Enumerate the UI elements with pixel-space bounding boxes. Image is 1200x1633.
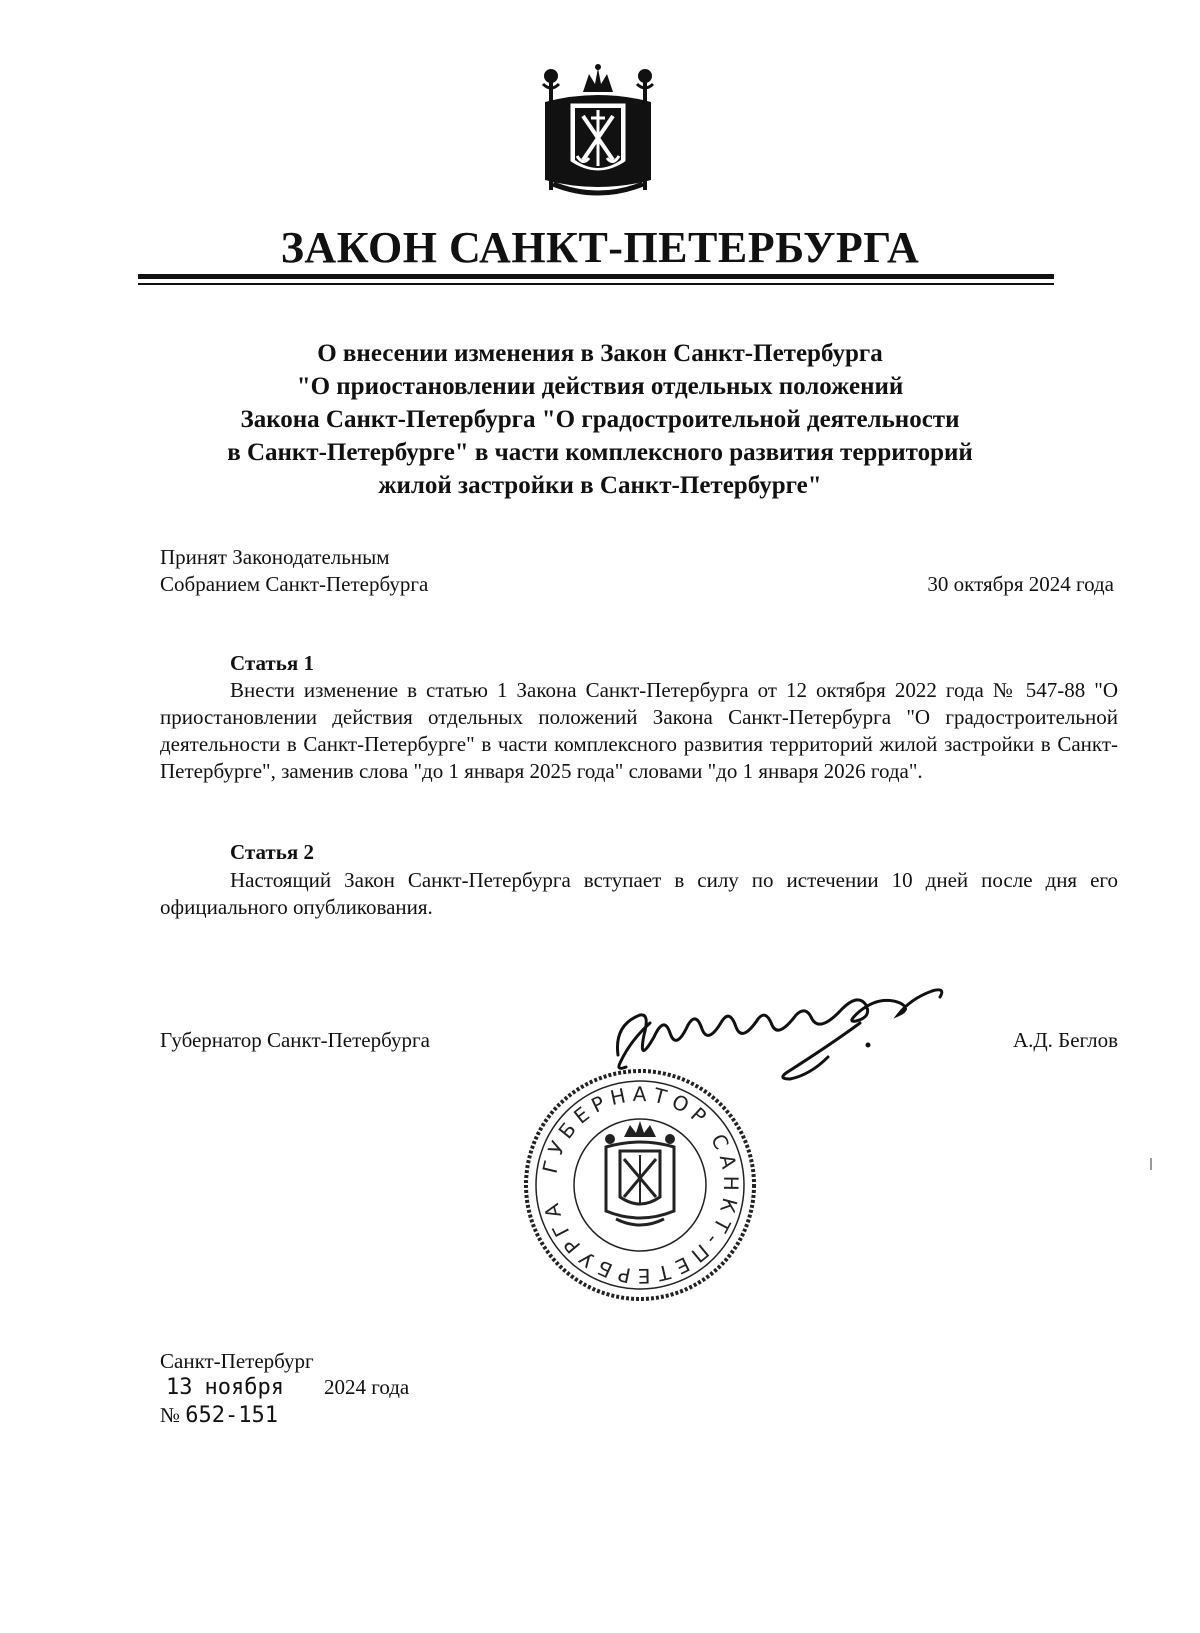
coat-of-arms-emblem <box>533 62 663 200</box>
adoption-date: 30 октября 2024 года <box>927 572 1114 596</box>
signing-date <box>160 1374 409 1401</box>
article-2-heading: Статья 2 <box>230 840 314 864</box>
subject-line: Закона Санкт-Петербурга "О градостроительной деятельности <box>240 406 960 433</box>
subject-line: "О приостановлении действия отдельных положений <box>296 373 904 400</box>
subject-line: в Санкт-Петербурге" в части комплексного развития территорий <box>227 439 973 466</box>
article-2-text: Настоящий Закон Санкт-Петербурга вступает в силу по истечении 10 дней после дня его официального опубликования. <box>160 868 1118 919</box>
svg-text:ГУБЕРНАТОР САНКТ-ПЕТЕРБУРГА: ГУБЕРНАТОР САНКТ-ПЕТЕРБУРГА <box>537 1081 744 1289</box>
document-title: ЗАКОН САНКТ-ПЕТЕРБУРГА <box>280 223 920 272</box>
law-number-prefix: № <box>160 1403 186 1427</box>
subject-line: жилой застройки в Санкт-Петербурге" <box>378 472 822 499</box>
law-subject-heading <box>0 337 1200 502</box>
law-number <box>160 1402 278 1429</box>
scan-mark <box>1150 1158 1152 1170</box>
signing-city: Санкт-Петербург <box>160 1349 314 1373</box>
subject-line: О внесении изменения в Закон Санкт-Петербурга <box>317 340 883 367</box>
governor-seal <box>520 1065 760 1305</box>
signatory-title: Губернатор Санкт-Петербурга <box>160 1028 430 1052</box>
signing-year: 2024 года <box>323 1375 410 1399</box>
law-number-value: 652-151 <box>185 1403 279 1428</box>
title-rule-thick <box>138 274 1054 279</box>
signing-day: 13 <box>166 1375 193 1400</box>
signatory-name: А.Д. Беглов <box>1012 1028 1118 1052</box>
article-1-heading: Статья 1 <box>230 651 314 675</box>
article-1-text: Внести изменение в статью 1 Закона Санкт-Петербурга от 12 октября 2022 года № 547-88 "О приостановлении действия отдельных положений Закона Санкт-Петербурга "О градостроительной деятельности в Санкт-Петербурге" в части комплексного развития территорий жилой застройки в Санкт-Петербурге", заменив слова "до 1 января 2025 года" словами "до 1 января 2026 года". <box>160 678 1118 783</box>
title-rule-thin <box>138 283 1054 285</box>
signing-month: ноября <box>204 1375 284 1400</box>
adoption-line: Собранием Санкт-Петербурга <box>160 572 429 596</box>
adoption-note <box>160 544 428 598</box>
adoption-line: Принят Законодательным <box>160 545 390 569</box>
